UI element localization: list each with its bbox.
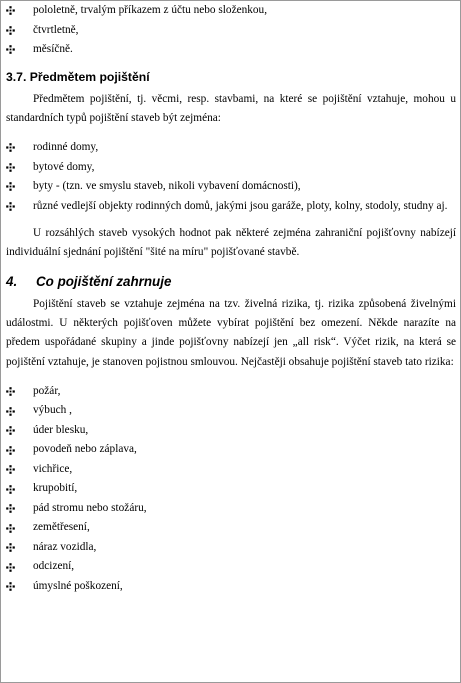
list-item	[6, 518, 456, 538]
list-item	[6, 401, 456, 421]
list-item	[6, 158, 456, 178]
bullet-icon	[6, 138, 15, 158]
list-item-text: byty - (tzn. ve smyslu staveb, nikoli vybavení domácnosti),	[33, 180, 301, 193]
bullet-icon	[6, 538, 15, 558]
bullet-icon	[6, 499, 15, 519]
list-item	[6, 577, 456, 597]
bullet-icon	[6, 460, 15, 480]
list-item	[6, 460, 456, 480]
bullet-icon	[6, 401, 15, 421]
section-3-7-outro: U rozsáhlých staveb vysokých hodnot pak některé zejména zahraniční pojišťovny nabízejí individuální sjednání pojištění "šité na míru" pojišťované stavbě.	[6, 227, 456, 259]
section-3-7-intro: Předmětem pojištění, tj. věcmi, resp. stavbami, na které se pojištění vztahuje, mohou u standardních typů pojištění staveb být zejména:	[6, 92, 456, 124]
list-item	[6, 440, 456, 460]
list-item-text: čtvrtletně,	[33, 23, 79, 36]
list-item	[6, 421, 456, 441]
list-item-text: povodeň nebo záplava,	[33, 443, 137, 456]
payment-frequency-list	[6, 1, 456, 60]
bullet-icon	[6, 197, 15, 217]
section-heading-3-7: 3.7. Předmětem pojištění	[6, 69, 150, 84]
bullet-icon	[6, 40, 15, 60]
list-item-text: měsíčně.	[33, 43, 73, 55]
section-heading-4	[6, 273, 456, 291]
risks-list	[6, 382, 456, 597]
bullet-icon	[6, 518, 15, 538]
bullet-icon	[6, 479, 15, 499]
list-item	[6, 197, 456, 217]
list-item-text: různé vedlejší objekty rodinných domů, jakými jsou garáže, ploty, kolny, stodoly, studny aj.	[33, 199, 448, 212]
list-item	[6, 177, 456, 197]
section-4-paragraph: Pojištění staveb se vztahuje zejména na tzv. živelná rizika, tj. rizika způsobená živelnými událostmi. U některých pojišťoven můžete vybírat pojištění bez omezení. Někde narazíte na předem uspořádané skupiny a jinde pojišťovny nabízejí jen „all risk“. Výčet rizik, na která se pojištění vztahuje, je stanoven pojistnou smlouvou. Nejčastěji obsahuje pojištění staveb tato rizika:	[6, 297, 456, 368]
list-item-text: výbuch ,	[33, 404, 72, 417]
list-item-text: pád stromu nebo stožáru,	[33, 501, 147, 514]
bullet-icon	[6, 177, 15, 197]
list-item-text: krupobití,	[33, 482, 78, 495]
section-number: 4.	[6, 273, 18, 289]
list-item-text: pololetně, trvalým příkazem z účtu nebo složenkou,	[33, 4, 268, 16]
bullet-icon	[6, 21, 15, 41]
list-item	[6, 138, 456, 158]
list-item-text: úmyslné poškození,	[33, 579, 123, 592]
list-item-text: úder blesku,	[33, 423, 89, 436]
list-item	[6, 499, 456, 519]
list-item-text: bytové domy,	[33, 160, 95, 173]
document-content	[6, 4, 456, 596]
bullet-icon	[6, 577, 15, 597]
list-item	[6, 21, 456, 41]
list-item	[6, 557, 456, 577]
list-item	[6, 479, 456, 499]
list-item	[6, 1, 456, 21]
list-item-text: zemětřesení,	[33, 521, 90, 534]
insured-objects-list	[6, 138, 456, 216]
bullet-icon	[6, 1, 15, 21]
list-item-text: vichřice,	[33, 462, 73, 475]
bullet-icon	[6, 557, 15, 577]
bullet-icon	[6, 440, 15, 460]
list-item-text: rodinné domy,	[33, 141, 99, 154]
list-item	[6, 382, 456, 402]
bullet-icon	[6, 421, 15, 441]
bullet-icon	[6, 382, 15, 402]
list-item-text: požár,	[33, 384, 61, 397]
list-item	[6, 538, 456, 558]
list-item-text: odcizení,	[33, 560, 75, 573]
bullet-icon	[6, 158, 15, 178]
list-item	[6, 40, 456, 60]
section-title: Co pojištění zahrnuje	[36, 273, 172, 289]
list-item-text: náraz vozidla,	[33, 540, 97, 553]
